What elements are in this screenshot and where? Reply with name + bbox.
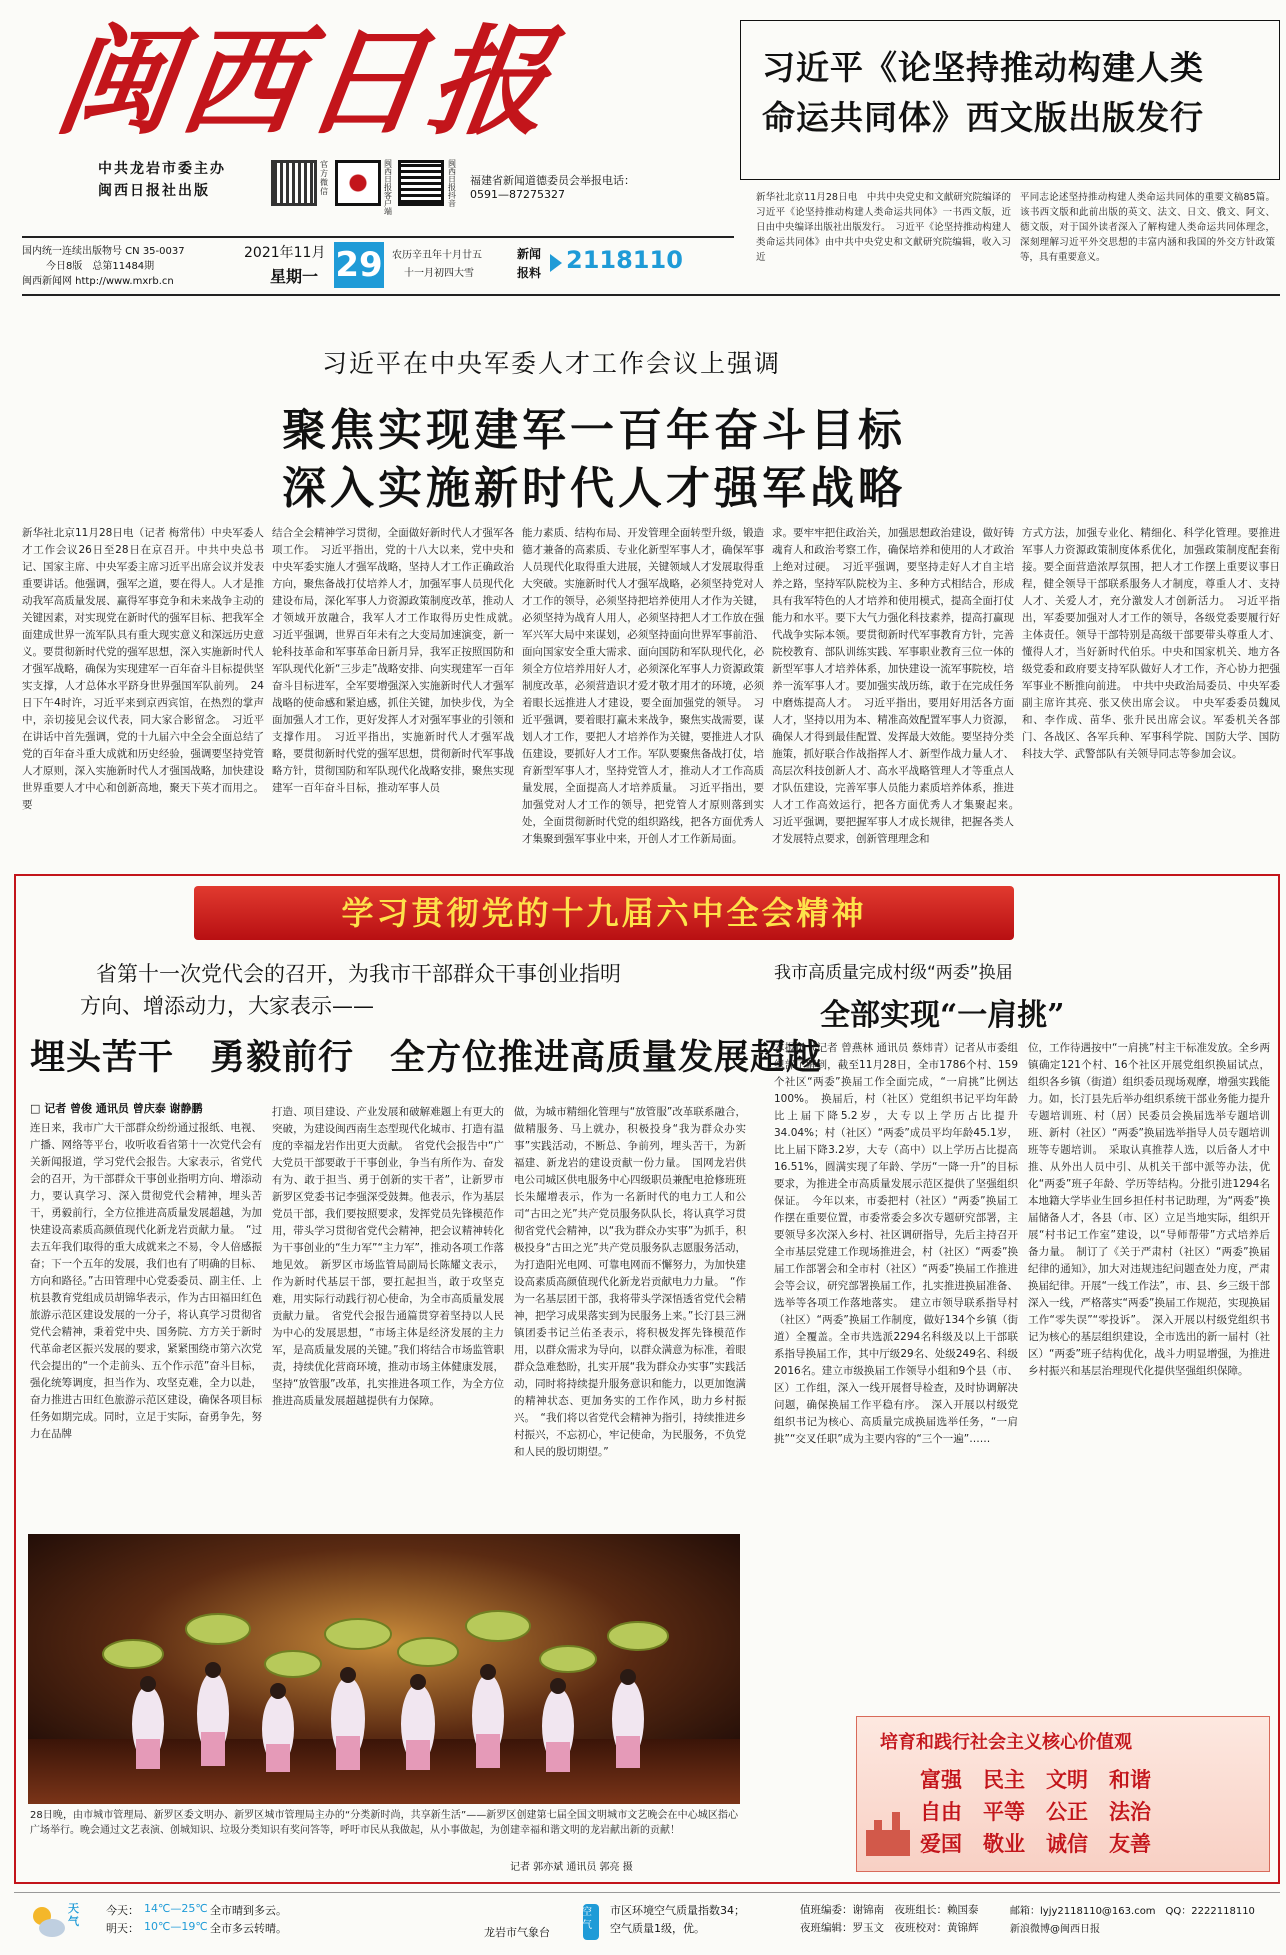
weather-tomorrow-label: 明天：	[106, 1922, 139, 1935]
side-column-1: 本报讯（记者 曾燕林 通讯员 蔡炜青）记者从市委组织部了解到，截至11月28日，全市1786个村、159个社区“两委”换届工作全面完成，“一肩挑”比例达100%。 换届后，村（社区）党组织书记平均年龄比上届下降5.2岁，大专以上学历占比提升34.04%；村（社区）“两委”成员平均年龄45.1岁，比上届下降3.2岁，大专（高中）以上学历占比提高16.51%，圆满实现了年龄、学历“一降一升”的目标要求，为推进全市高质量发展示范区提供了坚强组织保证。 今年以来，市委把村（社区）“两委”换届工作摆在重要位置，市委常委会多次专题研究部署，主要领导多次深入乡村、社区调研指导，先后主持召开全市基层党建工作现场推进会，村（社区）“两委”换届工作部署会和全市村（社区）“两委”换届工作推进会等会议，研究部署换届工作，扎实推进换届准备、选举等各项工作落地落实。 建立市领导联系指导村（社区）“两委”换届工作制度，做好134个乡镇（街道）全覆盖。全市共选派2294名科级及以上干部联系指导换届工作，其中厅级29名、处级249名、科级2016名。建立市级换届工作领导小组和9个县（市、区）工作组，深入一线开展督导检查，及时协调解决问题，确保换届工作平稳有序。 深入开展以村级党组织书记为核心、高质量完成换届选举任务，“一肩挑”“交叉任职”成为主要内容的“三个一遍”……	[774, 1042, 1018, 1445]
air-label: 空气	[582, 1907, 592, 1931]
hotline-label-1: 新闻	[517, 247, 542, 261]
lead-headline-2: 深入实施新时代人才强军战略	[282, 463, 906, 514]
weather-today-desc: 全市晴到多云。	[210, 1904, 287, 1917]
qr-code-douyin	[398, 160, 444, 206]
lead-column-5: 方式方法，加强专业化、精细化、科学化管理。要推进军事人力资源政策制度体系优化，加强政策制度配套衔接。要全面营造浓厚氛围，把人才工作摆上重要议事日程，健全领导干部联系服务人才制度，尊重人才、支持人才、关爱人才，充分激发人才创新活力。 习近平指出，军委要加强对人才工作的领导，各级党委要履行好主体责任。领导干部特别是高级干部要带头尊重人才、懂得人才，当好新时代伯乐。中央和国家机关、地方各级党委和政府要支持军队做好人才工作，齐心协力把强军事业不断推向前进。 中共中央政治局委员、中央军委副主席许其亮、张又侠出席会议。 中央军委委员魏凤和、李作成、苗华、张升民出席会议。军委机关各部门、各战区、各军兵种、军事科学院、国防大学、国防科技大学、武警部队有关领导同志等参加会议。	[1022, 527, 1280, 760]
website: 闽西新闻网 http://www.mxrb.cn	[22, 276, 174, 287]
edition-info: 今日8版 总第11484期	[46, 261, 155, 272]
core-values-row-2: 自由 平等 公正 法治	[920, 1799, 1151, 1824]
footer	[14, 1896, 1280, 1950]
side-headline: 全部实现“一肩挑”	[820, 998, 1065, 1033]
air-quality-line-2: 空气质量1级，优。	[610, 1922, 705, 1935]
hotline-arrow-icon	[550, 254, 562, 272]
great-wall-icon	[862, 1790, 914, 1860]
side-column-2: 位，工作待遇按中“一肩挑”村主干标准发放。全乡两镇确定121个村、16个社区开展党组织换届试点，组织各乡镇（街道）组织委员现场观摩，增强实践能力。如，长汀县先后举办组织系统干部业务能力提升专题培训班、村（居）民委员会换届选举专题培训班、新村（社区）“两委”换届选举指导人员专题培训班等专题培训。 采取认真推荐人选，以后备人才中推、从外出人员中引、从机关干部中派等办法，优化“两委”班子年龄、学历等结构。分批引进1294名本地籍大学毕业生回乡担任村书记助理，为“两委”换届储备人才，各县（市、区）立足当地实际，组织开展“村书记工作室”建设，以“导师帮带”方式培养后备力量。 制订了《关于严肃村（社区）“两委”换届纪律的通知》，加大对违规违纪问题查处力度，严肃换届纪律。开展“一线工作法”，市、县、乡三级干部深入一线，严格落实“两委”换届工作规范，实现换届工作“零失误”“零投诉”。 深入开展以村级党组织书记为核心的基层组织建设，全市选出的新一届村（社区）“两委”班子结构优化，战斗力明显增强，为推进乡村振兴和基层治理现代化提供坚强组织保障。	[1028, 1042, 1270, 1377]
weather-tomorrow-temp: 10℃—19℃	[144, 1920, 208, 1933]
weekday: 星期一	[270, 267, 319, 286]
dateline-bottom-rule	[22, 294, 1280, 296]
ethics-hotline-label: 福建省新闻道德委员会举报电话：	[470, 174, 635, 187]
core-values-title: 培育和践行社会主义核心价值观	[880, 1732, 1132, 1753]
qr-label-douyin: 闽西日报抖音	[448, 159, 456, 208]
weather-today-temp: 14℃—25℃	[144, 1902, 208, 1915]
sun-cloud-icon	[28, 1902, 68, 1942]
feature-kicker-1: 省第十一次党代会的召开，为我市干部群众干事创业指明	[96, 962, 621, 986]
photo-credit: 记者 郭亦斌 通讯员 郭亮 摄	[510, 1862, 633, 1873]
qr-label-wechat: 官方微信	[320, 160, 328, 196]
stage-performance-photo	[28, 1534, 740, 1804]
contact-email[interactable]: 邮箱：lyjy2118110@163.com QQ：2222118110	[1010, 1906, 1255, 1917]
weibo-account[interactable]: 新浪微博@闽西日报	[1010, 1924, 1100, 1935]
weather-tomorrow-desc: 全市多云转晴。	[210, 1922, 287, 1935]
publisher-line: 闽西日报社出版	[98, 183, 210, 199]
lead-column-2: 结合全会精神学习贯彻，全面做好新时代人才强军各项工作。 习近平指出，党的十八大以来，党中央和中央军委实施人才强军战略，坚持人才工作正确政治方向，聚焦备战打仗培养人才，加强军事人员现代化建设布局，深化军事人力资源政策制度改革，推动人才领域开放融合，我军人才工作取得历史性成就。 习近平强调，世界百年未有之大变局加速演变，新一轮科技革命和军事革命日新月异，我军正按照国防和军队现代化新“三步走”战略安排、向实现建军一百年奋斗目标进军，全军要增强深入实施新时代人才强军战略的使命感和紧迫感，抓住关键，加快步伐，为全面加强人才工作，更好发挥人才对强军事业的引领和支撑作用。 习近平指出，实施新时代人才强军战略，要贯彻新时代党的强军思想，贯彻新时代军事战略方针，贯彻国防和军队现代化战略安排，聚焦实现建军一百年奋斗目标，推动军事人员	[272, 527, 525, 794]
air-quality-line-1: 市区环境空气质量指数34；	[610, 1904, 745, 1917]
top-story-headline-2: 命运共同体》西文版出版发行	[762, 98, 1204, 137]
top-story-headline-1: 习近平《论坚持推动构建人类	[762, 48, 1204, 87]
lead-column-4: 求。要牢牢把住政治关，加强思想政治建设，做好铸魂育人和政治考察工作，确保培养和使用的人才政治上绝对过硬。 习近平强调，要坚持走好人才自主培养之路，坚持军队院校为主、多种方式相结合，形成具有我军特色的人才培养和使用模式，提高全面打仗能力和水平。要下大气力强化科技素养，提高打赢现代战争实际本领。要贯彻新时代军事教育方针，完善院校教育、部队训练实践、军事职业教育三位一体的新型军事人才培养体系，加快建设一流军事院校，培养一流军事人才。要加强实战历练，敢于在完成任务中磨炼提高人才。 习近平指出，要用好用活各方面人才，坚持以用为本、精准高效配置军事人力资源，确保人才得到最佳配置、发挥最大效能。要坚持分类施策，抓好联合作战指挥人才、新型作战力量人才、高层次科技创新人才、高水平战略管理人才等重点人才队伍建设，完善军事人员能力素质培养体系，推进人才工作高效运行，把各方面优秀人才集聚起来。 习近平强调，要把握军事人才成长规律，把握各类人才发展特点要求，创新管理理念和	[772, 527, 1025, 845]
qr-code-wechat	[271, 160, 317, 206]
issn: 国内统一连续出版物号 CN 35-0037	[22, 246, 185, 257]
feature-column-3: 做，为城市精细化管理与“放管服”改革联系融合，做精服务、马上就办，积极投身“我为群众办实事”实践活动，不断总、争前列，埋头苦干，为新福建、新龙岩的建设贡献一份力量。 国网龙岩供电公司城区供电服务中心四级职员兼配电抢修班班长朱耀增表示，作为一名新时代的电力工人和公司“古田之光”共产党员服务队队长，将认真学习贯彻省党代会精神，以“我为群众办实事”为抓手，积极投身“古田之光”共产党员服务队志愿服务活动，为打造阳光电网、可靠电网而不懈努力，为加快建设高素质高颜值现代化新龙岩贡献电力力量。 “作为一名基层团干部，我将带头学深悟透省党代会精神，把学习成果落实到为民服务上来。”长汀县三洲镇团委书记兰佑圣表示，将积极发挥先锋模范作用，以群众需求为导向，以群众满意为标准，着眼群众急难愁盼，扎实开展“我为群众办实事”实践活动，同时将持续提升服务意识和能力，以更加饱满的精神状态、更加务实的工作作风，助力乡村振兴。 “我们将以省党代会精神为指引，持续推进乡村振兴，不忘初心，牢记使命，为民服务，不负党和人民的殷切期望。”	[514, 1106, 746, 1458]
section-banner-title: 学习贯彻党的十九届六中全会精神	[341, 894, 867, 932]
dateline-bar	[22, 240, 734, 292]
feature-byline: □ 记者 曾俊 通讯员 曾庆泰 谢静鹏	[30, 1102, 203, 1115]
lead-column-1: 新华社北京11月28日电（记者 梅常伟）中央军委人才工作会议26日至28日在京召开。中共中央总书记、国家主席、中央军委主席习近平出席会议并发表重要讲话。他强调，强军之道，要在得人。人才是推动我军高质量发展、赢得军事竞争和未来战争主动的关键因素，对实现党在新时代的强军目标、把我军全面建成世界一流军队具有重大现实意义和深远历史意义。要贯彻新时代党的强军思想，深入实施新时代人才强军战略，确保为实现建军一百年奋斗目标提供坚实支撑，人才总体水平跻身世界强国军队前列。 24日下午4时许，习近平来到京西宾馆，在热烈的掌声中，亲切接见会议代表，同大家合影留念。 习近平在讲话中首先强调，党的十九届六中全会全面总结了党的百年奋斗重大成就和历史经验，强调要坚持党管人才原则，深入实施新时代人才强国战略，加快建设世界重要人才中心和创新高地，聚天下英才而用之。要	[22, 527, 264, 811]
feature-kicker-2: 方向、增添动力，大家表示——	[80, 994, 374, 1018]
day-number: 29	[334, 242, 384, 288]
core-values-row-3: 爱国 敬业 诚信 友善	[920, 1831, 1151, 1856]
hotline-number: 2118110	[566, 246, 683, 274]
weather-source: 龙岩市气象台	[484, 1926, 550, 1939]
qr-label-app: 闽西日报客户端	[384, 159, 392, 216]
lunar-date-2: 十一月初四大雪	[404, 268, 474, 279]
core-values-row-1: 富强 民主 文明 和谐	[920, 1767, 1151, 1792]
feature-headline: 埋头苦干 勇毅前行 全方位推进高质量发展超越	[30, 1037, 823, 1078]
lunar-date-1: 农历辛丑年十月廿五	[392, 250, 482, 261]
lead-headline-1: 聚焦实现建军一百年奋斗目标	[282, 405, 906, 456]
photo-caption: 28日晚，由市城市管理局、新罗区委文明办、新罗区城市管理局主办的“分类新时尚，共享新生活”——新罗区创建第七届全国文明城市文艺晚会在中心城区指心广场举行。晚会通过文艺表演、创城知识、垃圾分类知识有奖问答等，呼吁市民从我做起，从小事做起，为创建幸福和谐文明的龙岩献出新的贡献！	[30, 1810, 738, 1836]
top-story-body-right: 平同志论述坚持推动构建人类命运共同体的重要文稿85篇。该书西文版和此前出版的英文、法文、日文、俄文、阿文、德文版，对于国外读者深入了解构建人类命运共同体理念，深刻理解习近平外交思想的丰富内涵和我国的外交方针政策等，具有重要意义。	[1020, 192, 1275, 263]
lead-kicker: 习近平在中央军委人才工作会议上强调	[322, 349, 782, 378]
feature-column-1: 连日来，我市广大干部群众纷纷通过报纸、电视、广播、网络等平台，收听收看省第十一次党代会有关新闻报道，学习党代会报告。大家表示，省党代会的召开，为干部群众干事创业指明方向、增添动力，要认真学习、深入贯彻党代会精神，埋头苦干，勇毅前行，全方位推进高质量发展超越，为加快建设高素质高颜值现代化新龙岩贡献力量。 “过去五年我们取得的重大成就来之不易，令人倍感振奋；下一个五年的发展，我们也有了明确的目标、方向和路径。”古田管理中心党委委员、副主任、上杭县教育党组成员胡锦华表示，作为古田福田红色旅游示范区建设发展的一分子，将认真学习贯彻省党代会精神，秉着党中央、国务院、方方关于新时代革命老区振兴发展的要求，紧紧围绕市第六次党代会提出的“一个走前头、五个作示范”奋斗目标，强化统筹调度，担当作为、攻坚克难，全力以赴，奋力推进古田红色旅游示范区建设，确保各项目标任务如期完成。同时，立足于实际，奋勇争先，努力在品牌	[30, 1122, 262, 1440]
side-kicker: 我市高质量完成村级“两委”换届	[774, 963, 1013, 983]
editors-line-2: 夜班编辑：罗玉文 夜班校对：黄锦辉	[800, 1922, 979, 1934]
editors-line-1: 值班编委：谢锦南 夜班组长：赖国泰	[800, 1904, 979, 1916]
footer-rule	[14, 1892, 1280, 1893]
lead-column-3: 能力素质、结构布局、开发管理全面转型升级，锻造德才兼备的高素质、专业化新型军事人才，确保军事人员现代化取得重大进展，关键领域人才发展取得重大突破。实施新时代人才强军战略，必须坚持党对人才工作的领导，必须坚持把培养使用人才作为关键，必须坚持为战育人用人，必须坚持把人才工作放在强军兴军大局中来谋划，必须坚持面向世界军事前沿、面向国家安全重大需求、面向国防和军队现代化，必须全方位培养用好人才，必须深化军事人力资源政策制度改革，必须营造识才爱才敬才用才的环境，必须着眼长远推进人才建设，要全面加强党的领导。 习近平强调，要着眼打赢未来战争，聚焦实战需要，谋划人才工作，要把人才培养作为关键，要推进人才队伍建设，要抓好人才工作。军队要聚焦备战打仗，培育新型军事人才，坚持党管人才，推动人才工作高质量发展，全面提高人才培养质量。 习近平指出，要加强党对人才工作的领导，把党管人才原则落到实处，全面贯彻新时代党的组织路线，把各方面优秀人才集聚到强军事业中来，开创人才工作新局面。	[522, 527, 764, 845]
newspaper-logo: 闽西日报	[48, 12, 564, 151]
weather-label: 天气	[68, 1902, 79, 1928]
ethics-hotline-number: 0591—87275327	[470, 188, 565, 201]
feature-column-2: 打造、项目建设、产业发展和破解难题上有更大的突破，为建设闽西南生态型现代化城市、打造有温度的幸福龙岩作出更大贡献。 省党代会报告中“广大党员干部要敢于干事创业，争当有所作为、奋发有为、敢于担当、勇于创新的实干者”，让新罗市新罗区党委书记李强深受鼓舞。他表示，作为基层党员干部，我们要按照要求，发挥党员先锋模范作用，带头学习贯彻省党代会精神，把会议精神转化为干事创业的“生力军”“主力军”，推动各项工作落地见效。 新罗区市场监管局副局长陈耀文表示，作为新时代基层干部，要扛起担当，敢于攻坚克难，用实际行动践行初心使命，为全市高质量发展贡献力量。 省党代会报告通篇贯穿着坚持以人民为中心的发展思想，“市场主体是经济发展的主力军，是高质量发展的关键。”我们将结合市场监管职责，持续优化营商环境，推动市场主体健康发展，坚持“放管服”改革，扎实推进各项工作，为全方位推进高质量发展超越提供有力保障。	[272, 1106, 504, 1407]
dateline-top-rule	[22, 236, 734, 238]
sponsor-line: 中共龙岩市委主办	[98, 161, 226, 177]
weather-today-label: 今天：	[106, 1904, 139, 1917]
qr-code-app	[335, 160, 381, 206]
hotline-label-2: 报料	[517, 266, 542, 280]
year-month: 2021年11月	[244, 245, 326, 261]
top-story-body-left: 新华社北京11月28日电 中共中央党史和文献研究院编译的习近平《论坚持推动构建人类命运共同体》一书西文版，近日由中央编译出版社出版发行。 习近平《论坚持推动构建人类命运共同体》由中共中央党史和文献研究院编辑，收入习近	[756, 192, 1011, 263]
